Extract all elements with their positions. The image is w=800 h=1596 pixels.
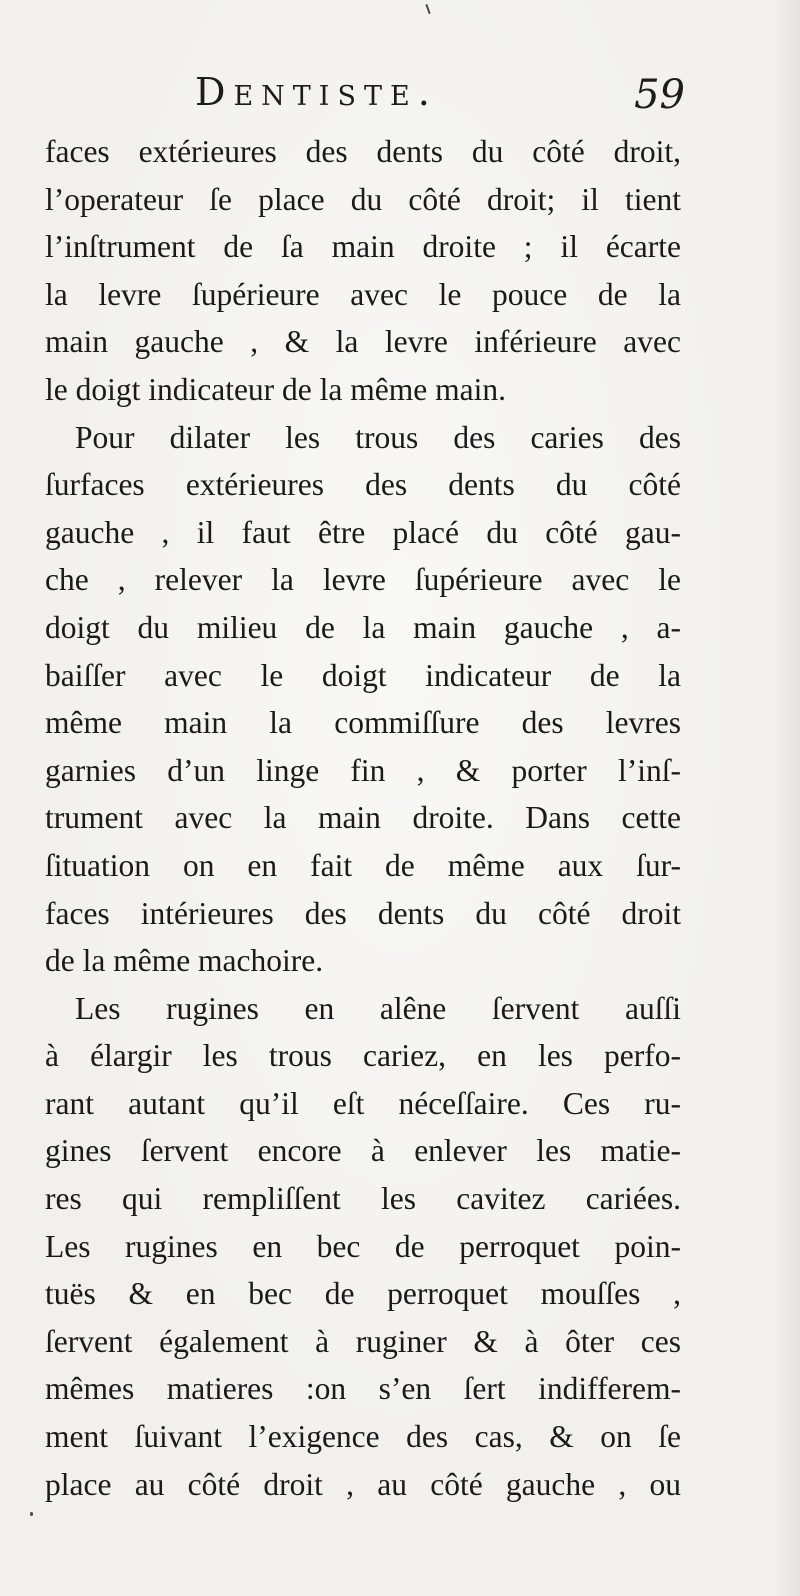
ink-speck-top [425,4,430,14]
text-line: Les rugines en alêne ſervent auſſi [75,990,681,1026]
text-line: faces extérieures des dents du côté droit, [45,134,681,169]
body-text [45,128,681,1508]
running-head: Dentiste. [195,70,438,114]
text-line: à élargir les trous cariez, en les perfo- [45,1038,681,1074]
text-line: garnies d’un linge fin , & porter l’inſ- [45,752,681,788]
text-line: Les rugines en bec de perroquet poin- [45,1228,681,1264]
text-line: gines ſervent encore à enlever les matie- [45,1133,681,1169]
page-header [45,66,685,126]
page-number: 59 [634,72,685,118]
text-line: ment ſuivant l’exigence des cas, & on ſe [45,1419,681,1455]
text-line: main gauche , & la levre inférieure avec [45,324,681,360]
text-line: gauche , il faut être placé du côté gau- [45,514,681,550]
ink-speck-bottom [30,1512,33,1516]
text-line: che , relever la levre ſupérieure avec le [45,562,681,598]
text-line: trument avec la main droite. Dans cette [45,800,681,836]
text-line: mêmes matieres :on s’en ſert indifferem- [45,1371,681,1407]
text-line: res qui rempliſſent les cavitez cariées. [45,1181,681,1217]
text-line: le doigt indicateur de la même main. [45,371,506,407]
text-line: même main la commiſſure des levres [45,705,681,741]
text-line: rant autant qu’il eſt néceſſaire. Ces ru- [45,1085,681,1121]
text-line: la levre ſupérieure avec le pouce de la [45,276,681,312]
text-line: doigt du milieu de la main gauche , a- [45,609,681,645]
text-line: l’inſtrument de ſa main droite ; il écarte [45,229,681,265]
text-line: tuës & en bec de perroquet mouſſes , [45,1276,681,1312]
text-line: place au côté droit , au côté gauche , ou [45,1466,681,1502]
text-line: faces intérieures des dents du côté droit [45,895,681,931]
text-line: ſituation on en fait de même aux ſur- [45,847,681,883]
text-line: ſervent également à ruginer & à ôter ces [45,1323,681,1359]
text-line: ſurfaces extérieures des dents du côté [45,467,681,503]
text-line: baiſſer avec le doigt indicateur de la [45,657,681,693]
text-line: Pour dilater les trous des caries des [75,419,681,455]
page-edge-shadow [774,0,800,1596]
text-line: de la même machoire. [45,943,324,979]
text-line: l’operateur ſe place du côté droit; il tient [45,181,681,217]
